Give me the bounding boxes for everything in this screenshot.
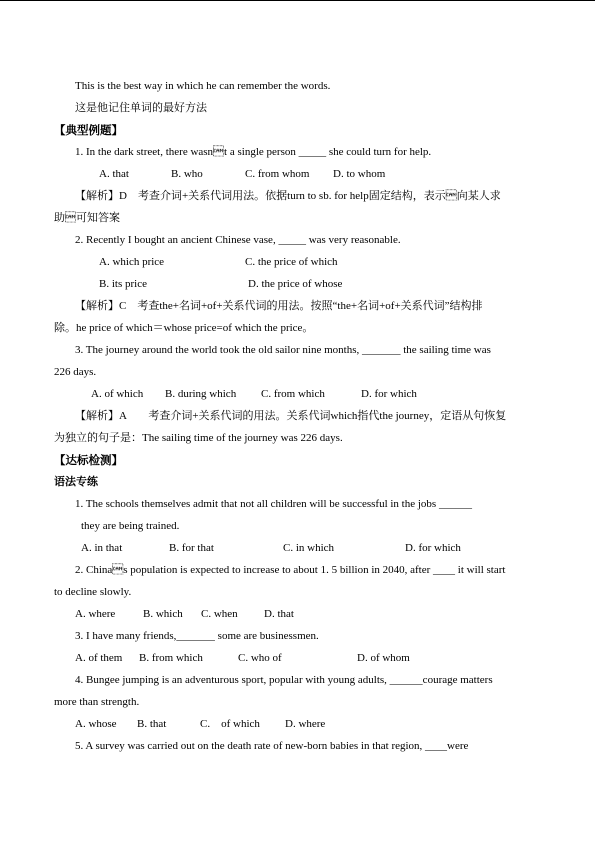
test-q2-option-c: C. when: [201, 608, 238, 620]
section-heading-test: 【达标检测】: [54, 453, 123, 467]
test-q3-text: 3. I have many friends,_______ some are businessmen.: [75, 630, 319, 642]
example-q3-option-a: A. of which: [91, 388, 144, 400]
example-q3-text-2: 226 days.: [54, 366, 97, 378]
example-q1-option-a: A. that: [99, 168, 129, 180]
test-q4-text-1: 4. Bungee jumping is an adventurous sport, popular with young adults, ______courage matters: [75, 674, 493, 686]
test-q4-option-a: A. whose: [75, 718, 117, 730]
example-q3-option-c: C. from which: [261, 388, 325, 400]
test-q1-option-d: D. for which: [405, 542, 461, 554]
example-q3-option-b: B. during which: [165, 388, 237, 400]
example-q3-analysis-1: 【解析】A 考查介词+关系代词的用法。关系代词which指代the journey，定语从句恢复: [75, 410, 507, 422]
example-q1-option-c: C. from whom: [245, 168, 310, 180]
example-q2-analysis-1: 【解析】C 考查the+名词+of+关系代词的用法。按照“the+名词+of+关系代词”结构排: [75, 300, 483, 312]
test-q4-option-d: D. where: [285, 718, 326, 730]
example-q2-analysis-2: 除。he price of which＝whose price=of which the price。: [54, 322, 314, 334]
test-q2-text-1: 2. Chinas population is expected to increase to about 1. 5 billion in 2040, after ____ it will start: [75, 564, 506, 576]
test-q1-text-1: 1. The schools themselves admit that not all children will be successful in the jobs ______: [75, 498, 472, 510]
example-q3-text-1: 3. The journey around the world took the old sailor nine months, _______ the sailing time was: [75, 344, 491, 356]
test-q1-option-c: C. in which: [283, 542, 335, 554]
example-q1-option-d: D. to whom: [333, 168, 386, 180]
test-q3-option-a: A. of them: [75, 652, 123, 664]
test-q2-option-a: A. where: [75, 608, 116, 620]
example-q2-option-d: D. the price of whose: [248, 278, 343, 290]
intro-example-zh: 这是他记住单词的最好方法: [75, 102, 207, 114]
example-q3-option-d: D. for which: [361, 388, 417, 400]
test-q3-option-b: B. from which: [139, 652, 203, 664]
example-q2-option-c: C. the price of which: [245, 256, 338, 268]
test-q3-option-d: D. of whom: [357, 652, 410, 664]
test-q2-option-b: B. which: [143, 608, 183, 620]
example-q1-option-b: B. who: [171, 168, 203, 180]
example-q2-option-b: B. its price: [99, 278, 147, 290]
test-q1-text-2: they are being trained.: [81, 520, 180, 532]
example-q1-text: 1. In the dark street, there wasnt a single person _____ she could turn for help.: [75, 146, 432, 158]
example-q2-text: 2. Recently I bought an ancient Chinese vase, _____ was very reasonable.: [75, 234, 401, 246]
section-subheading-grammar: 语法专练: [54, 475, 98, 488]
section-heading-examples: 【典型例题】: [54, 123, 123, 137]
test-q4-text-2: more than strength.: [54, 696, 140, 708]
example-q1-analysis-1: 【解析】D 考查介词+关系代词用法。依据turn to sb. for help固定结构，表示向某人求: [75, 190, 501, 202]
test-q3-option-c: C. who of: [238, 652, 282, 664]
test-q2-option-d: D. that: [264, 608, 294, 620]
test-q5-text-1: 5. A survey was carried out on the death rate of new-born babies in that region, ____were: [75, 740, 469, 752]
page-top-rule: [0, 0, 595, 1]
test-q1-option-a: A. in that: [81, 542, 123, 554]
example-q3-analysis-2: 为独立的句子是：The sailing time of the journey was 226 days.: [54, 432, 343, 444]
test-q1-option-b: B. for that: [169, 542, 214, 554]
example-q1-analysis-2: 助可知答案: [54, 212, 120, 224]
intro-example-en: This is the best way in which he can remember the words.: [75, 80, 331, 92]
example-q2-option-a: A. which price: [99, 256, 165, 268]
test-q4-option-c: C. of which: [200, 718, 260, 730]
test-q2-text-2: to decline slowly.: [54, 586, 132, 598]
test-q4-option-b: B. that: [137, 718, 167, 730]
